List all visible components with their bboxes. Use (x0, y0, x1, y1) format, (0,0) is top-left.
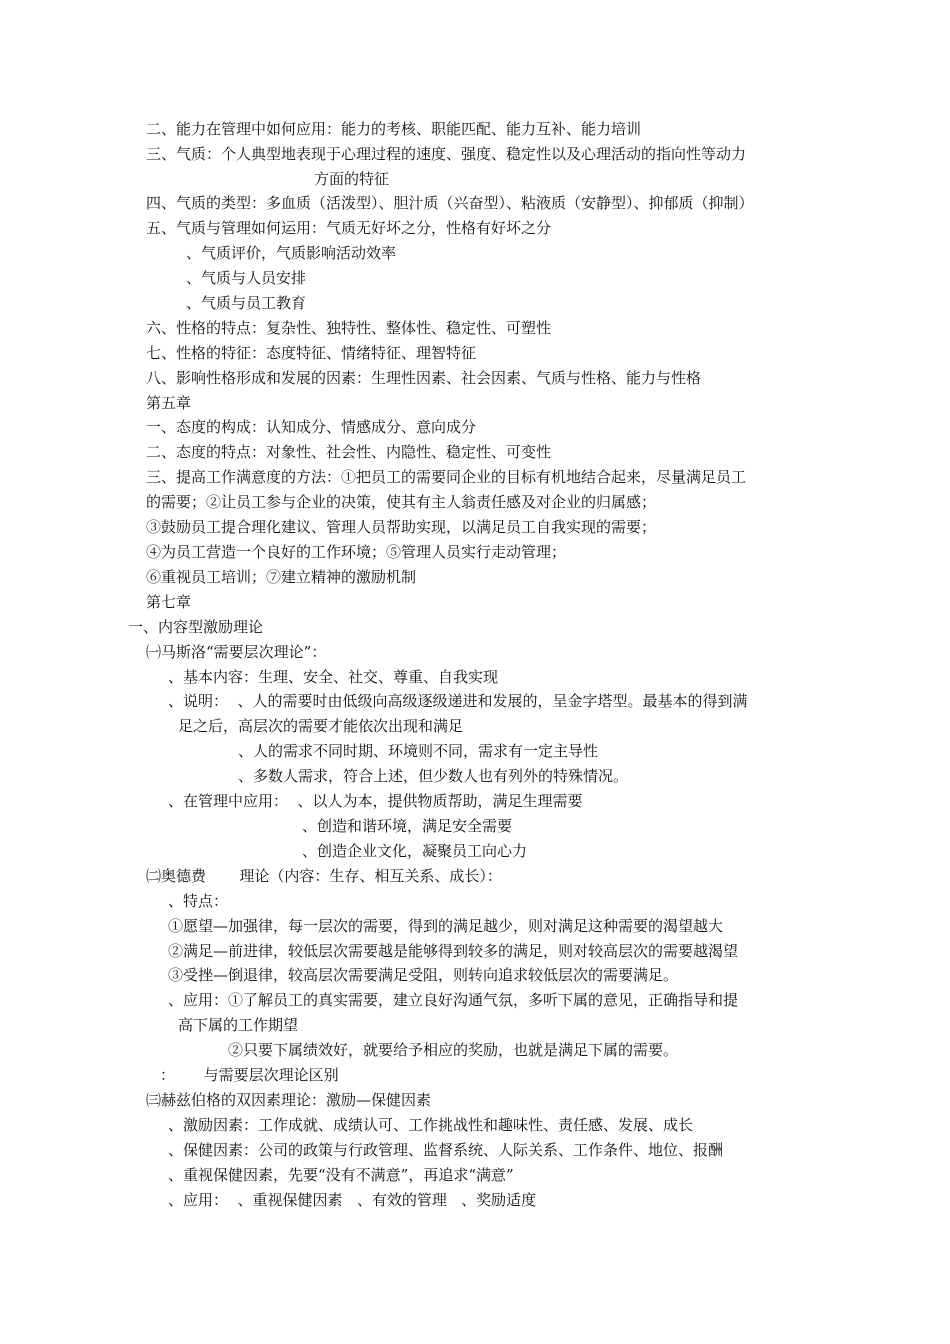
text-line: 的需要；②让员工参与企业的决策，使其有主人翁责任感及对企业的归属感； (146, 493, 657, 511)
text-line: 一、态度的构成：认知成分、情感成分、意向成分 (146, 418, 477, 436)
text-line: 、激励因素：工作成就、成绩认可、工作挑战性和趣味性、责任感、发展、成长 (168, 1116, 694, 1134)
text-line: 、人的需求不同时期、环境则不同，需求有一定主导性 (238, 742, 599, 760)
text-line: 、气质与人员安排 (186, 269, 307, 287)
text-line: 五、气质与管理如何运用：气质无好坏之分，性格有好坏之分 (146, 219, 552, 237)
text-line: 高下属的工作期望 (178, 1016, 299, 1034)
chapter-heading: 第五章 (146, 394, 192, 412)
text-line: ㈡奥德费 理论（内容：生存、相互关系、成长）： (146, 867, 502, 885)
text-line: 、重视保健因素，先要“没有不满意”，再追求“满意” (168, 1166, 514, 1184)
text-line: 足之后，高层次的需要才能依次出现和满足 (178, 717, 464, 735)
text-line: ㈢赫兹伯格的双因素理论：激励—保健因素 (146, 1091, 432, 1109)
section-heading: 一、内容型激励理论 (128, 618, 264, 636)
text-line: 七、性格的特征：态度特征、情绪特征、理智特征 (146, 344, 477, 362)
text-line: ： 与需要层次理论区别 (160, 1066, 339, 1084)
text-line: 、在管理中应用： 、以人为本，提供物质帮助，满足生理需要 (168, 792, 583, 810)
text-line: 方面的特征 (314, 170, 390, 188)
text-line: 、说明： 、人的需要时由低级向高级逐级递进和发展的，呈金字塔型。最基本的得到满 (168, 692, 748, 710)
text-line: 、创造和谐环境，满足安全需要 (302, 817, 513, 835)
text-line: ②满足—前进律，较低层次需要越是能够得到较多的满足，则对较高层次的需要越渴望 (168, 942, 739, 960)
text-line: 、特点： (168, 892, 229, 910)
text-line: 、应用： 、重视保健因素 、有效的管理 、奖励适度 (168, 1191, 537, 1209)
text-line: ②只要下属绩效好，就要给予相应的奖励，也就是满足下属的需要。 (228, 1041, 679, 1059)
text-line: 三、提高工作满意度的方法：①把员工的需要同企业的目标有机地结合起来，尽量满足员工 (146, 468, 747, 486)
text-line: 、基本内容：生理、安全、社交、尊重、自我实现 (168, 668, 499, 686)
text-line: 二、能力在管理中如何应用：能力的考核、职能匹配、能力互补、能力培训 (146, 120, 642, 138)
text-line: 二、态度的特点：对象性、社会性、内隐性、稳定性、可变性 (146, 443, 552, 461)
text-line: 、气质评价，气质影响活动效率 (186, 244, 397, 262)
text-line: ㈠马斯洛“需要层次理论”： (146, 643, 327, 661)
text-line: 八、影响性格形成和发展的因素：生理性因素、社会因素、气质与性格、能力与性格 (146, 369, 702, 387)
text-line: 六、性格的特点：复杂性、独特性、整体性、稳定性、可塑性 (146, 319, 552, 337)
chapter-heading: 第七章 (146, 593, 192, 611)
text-line: 、创造企业文化，凝聚员工向心力 (302, 842, 528, 860)
text-line: 四、气质的类型：多血质（活泼型）、胆汁质（兴奋型）、粘液质（安静型）、抑郁质（抑制） (146, 194, 754, 212)
text-line: 、应用：①了解员工的真实需要，建立良好沟通气氛，多听下属的意见，正确指导和提 (168, 991, 739, 1009)
text-line: ③鼓励员工提合理化建议、管理人员帮助实现，以满足员工自我实现的需要； (146, 518, 657, 536)
text-line: 三、气质：个人典型地表现于心理过程的速度、强度、稳定性以及心理活动的指向性等动力 (146, 145, 747, 163)
text-line: 、多数人需求，符合上述，但少数人也有列外的特殊情况。 (238, 767, 629, 785)
text-line: 、气质与员工教育 (186, 294, 307, 312)
text-line: ③受挫—倒退律，较高层次需要满足受阻，则转向追求较低层次的需要满足。 (168, 966, 679, 984)
text-line: ①愿望—加强律，每一层次的需要，得到的满足越少，则对满足这种需要的渴望越大 (168, 917, 724, 935)
text-line: ⑥重视员工培训；⑦建立精神的激励机制 (146, 568, 417, 586)
text-line: 、保健因素：公司的政策与行政管理、监督系统、人际关系、工作条件、地位、报酬 (168, 1141, 724, 1159)
text-line: ④为员工营造一个良好的工作环境；⑤管理人员实行走动管理； (146, 543, 567, 561)
